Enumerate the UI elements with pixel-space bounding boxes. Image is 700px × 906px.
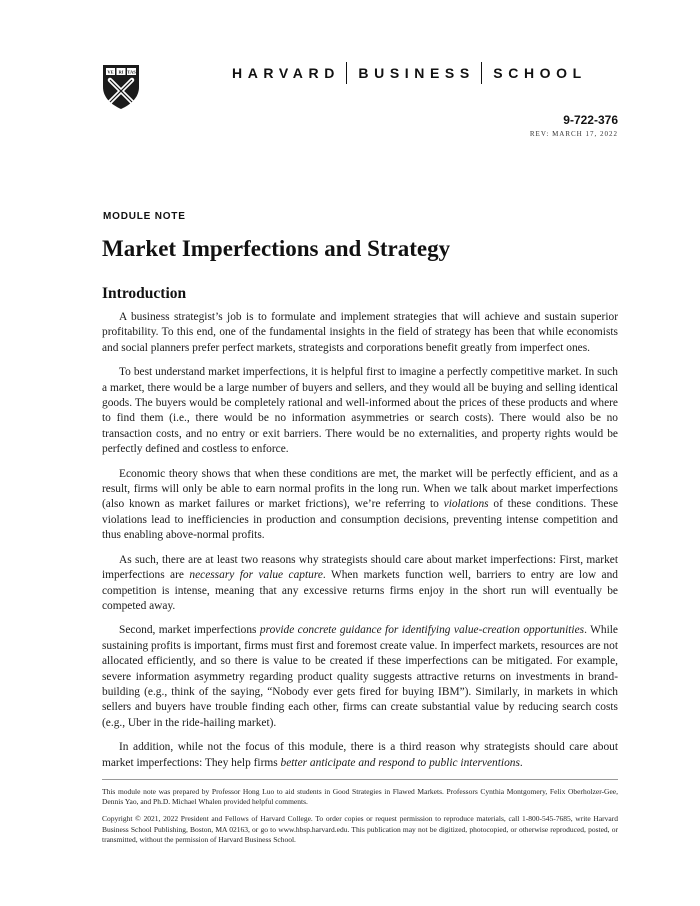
paragraph-text: As such, there are at least two reasons why strategists should care about market imperfections: First, market imperfections are <box>102 553 618 582</box>
hbs-veritas-shield-icon <box>102 64 140 110</box>
wordmark-divider <box>346 62 348 84</box>
italic-emphasis: necessary for value capture <box>189 569 323 582</box>
paragraph-text: Economic theory shows that when these conditions are met, the market will be perfectly efficient, and as a result, firms will only be able to earn normal profits in the long run. When we talk about market imperfections (also known as market failures or market frictions), we’re referring to <box>102 467 618 511</box>
hbs-wordmark <box>232 62 587 84</box>
wordmark-harvard: HARVARD <box>232 65 340 81</box>
wordmark-business: BUSINESS <box>358 65 475 81</box>
paragraph-text: A business strategist’s job is to formulate and implement strategies that will achieve and sustain superior profitability. To this end, one of the fundamental insights in the field of strategy has been that while economists and social planners prefer perfect markets, strategists and corporations benefit greatly from imperfect ones. <box>102 311 618 354</box>
footnote-copyright: Copyright © 2021, 2022 President and Fellows of Harvard College. To order copies or request permission to reproduce materials, call 1-800-545-7685, write Harvard Business School Publishing, Boston, MA 02163, or go to www.hbsp.harvard.edu. This publication may not be digitized, photocopied, or otherwise reproduced, posted, or transmitted, without the permission of Harvard Business School. <box>102 814 618 844</box>
italic-emphasis: better anticipate and respond to public interventions <box>280 756 520 769</box>
document-title: Market Imperfections and Strategy <box>102 236 451 261</box>
section-heading-introduction: Introduction <box>102 285 187 302</box>
shield-text: RI <box>118 69 124 75</box>
body-text <box>102 310 618 780</box>
paragraph-text: To best understand market imperfections, it is helpful first to imagine a perfectly competitive market. In such a market, there would be a large number of buyers and sellers, and they would all be buying and selling identical goods. The buyers would be completely rational and well-informed about the prices of these products and where to find them (i.e., there would be no information asymmetries or search costs). There would also be no transaction costs, and no entry or exit barriers. There would be no externalities, and property rights would be perfectly defined and costless to enforce. <box>102 366 618 456</box>
paragraph-text: of these conditions. These violations lead to inefficiencies in production and consumption decisions, preventing intense competition and thus enabling above-normal profits. <box>102 498 618 542</box>
module-note-label: MODULE NOTE <box>103 211 186 222</box>
body-paragraph <box>102 310 618 356</box>
paragraph-text: Second, market imperfections <box>119 624 260 637</box>
body-paragraph <box>102 553 618 615</box>
revision-date: REV: MARCH 17, 2022 <box>529 130 618 138</box>
shield-text: TAS <box>127 69 136 75</box>
paragraph-text: In addition, while not the focus of this module, there is a third reason why strategists should care about market imperfections: They help firms <box>102 741 618 769</box>
document-number: 9-722-376 <box>563 113 618 127</box>
body-paragraph <box>102 623 618 731</box>
wordmark-divider <box>481 62 483 84</box>
footnote-divider <box>102 779 618 780</box>
paragraph-text: . While sustaining profits is important, firms must first and foremost create value. In imperfect markets, resources are not allocated efficiently, and so there is value to be created if these imperfections can be mitigated. For example, severe information asymmetry regarding product quality suggests attractive returns on investments in brand-building (e.g., think of the saying, “Nobody ever gets fired for buying IBM”). Similarly, in markets in which sellers and buyers have trouble finding each other, firms can create substantial value by reducing search costs (e.g., Uber in the ride-hailing market). <box>102 624 618 729</box>
paragraph-text: . When markets function well, barriers to entry are low and competition is intense, meaning that any excessive returns firms enjoy in the short run will eventually be competed away. <box>102 569 618 612</box>
paragraph-text: . <box>519 756 523 769</box>
footnotes <box>102 787 618 852</box>
italic-emphasis: provide concrete guidance for identifying value-creation opportunities <box>259 624 585 637</box>
italic-emphasis: violations <box>443 498 489 511</box>
shield-text: VE <box>107 69 114 75</box>
footnote-prepared-by: This module note was prepared by Professor Hong Luo to aid students in Good Strategies in Flawed Markets. Professors Cynthia Montgomery, Felix Oberholzer-Gee, Dennis Yao, and Ph.D. Michael Whalen provided helpful comments. <box>102 787 618 807</box>
body-paragraph <box>102 365 618 457</box>
body-paragraph <box>102 740 618 771</box>
wordmark-school: SCHOOL <box>493 65 587 81</box>
body-paragraph <box>102 467 618 544</box>
